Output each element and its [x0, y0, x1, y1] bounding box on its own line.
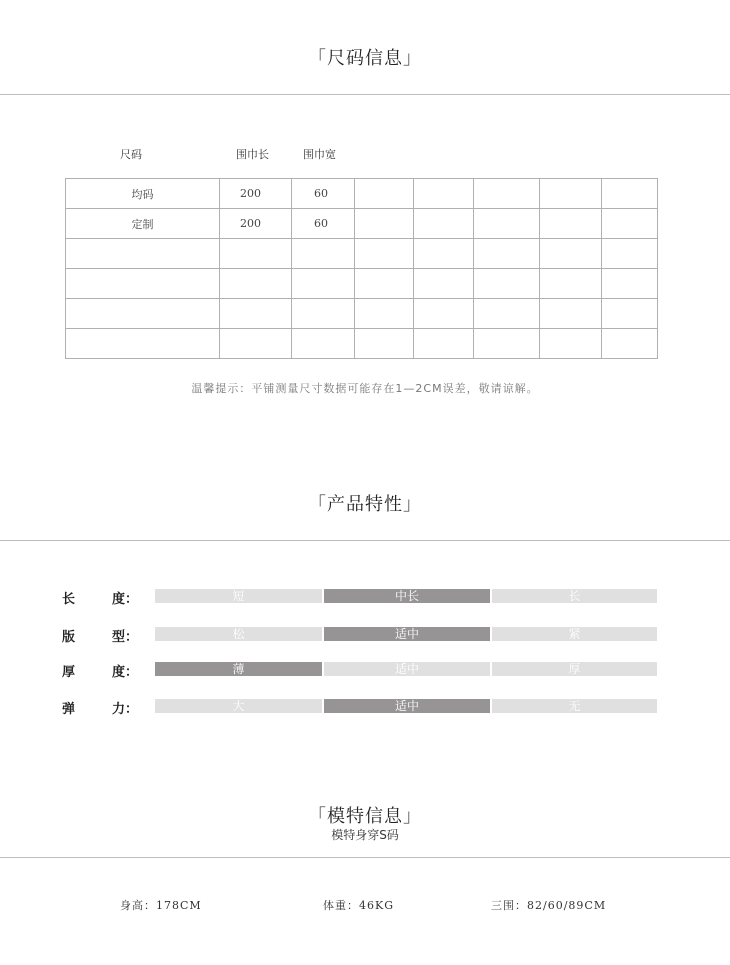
table-cell	[414, 179, 474, 209]
feature-option: 薄	[155, 662, 322, 676]
table-cell	[474, 299, 540, 329]
table-cell	[292, 299, 355, 329]
table-row	[66, 269, 658, 299]
table-cell	[602, 269, 658, 299]
model-section-title: 「模特信息」	[308, 806, 422, 827]
table-cell	[66, 239, 220, 269]
table-row	[66, 329, 658, 359]
feature-label-char: 弹	[62, 702, 76, 717]
table-cell	[602, 179, 658, 209]
table-cell	[414, 329, 474, 359]
feature-label-suffix: 型：	[112, 630, 139, 645]
table-cell: 200	[220, 209, 292, 239]
table-cell	[355, 269, 414, 299]
table-cell	[474, 239, 540, 269]
table-cell: 定制	[66, 209, 220, 239]
table-cell	[220, 239, 292, 269]
table-cell: 60	[292, 179, 355, 209]
table-cell: 60	[292, 209, 355, 239]
feature-option: 大	[155, 699, 322, 713]
model-height: 身高：178CM	[120, 899, 202, 912]
table-cell	[355, 329, 414, 359]
table-row	[66, 299, 658, 329]
table-cell: 均码	[66, 179, 220, 209]
table-cell	[355, 299, 414, 329]
table-cell	[355, 239, 414, 269]
size-table	[65, 178, 658, 359]
feature-option: 无	[492, 699, 657, 713]
col-header-length: 围巾长	[236, 148, 269, 161]
divider	[0, 540, 730, 541]
feature-label-suffix: 度：	[112, 665, 139, 680]
feature-option: 厚	[492, 662, 657, 676]
table-cell	[602, 209, 658, 239]
feature-label-char: 厚	[62, 665, 76, 680]
table-cell	[414, 299, 474, 329]
table-cell	[414, 269, 474, 299]
table-cell	[292, 239, 355, 269]
table-cell	[602, 239, 658, 269]
table-cell	[66, 299, 220, 329]
table-cell: 200	[220, 179, 292, 209]
table-cell	[292, 329, 355, 359]
table-row	[66, 209, 658, 239]
table-cell	[414, 239, 474, 269]
feature-label-suffix: 度：	[112, 592, 139, 607]
table-cell	[66, 329, 220, 359]
table-cell	[474, 269, 540, 299]
feature-option: 短	[155, 589, 322, 603]
feature-label-char: 长	[62, 592, 76, 607]
table-row	[66, 179, 658, 209]
size-section-title: 「尺码信息」	[308, 48, 422, 69]
feature-option: 中长	[324, 589, 490, 603]
feature-option: 紧	[492, 627, 657, 641]
table-cell	[540, 299, 602, 329]
feature-label-char: 版	[62, 630, 76, 645]
table-cell	[474, 209, 540, 239]
model-measurements: 三围：82/60/89CM	[491, 899, 607, 912]
table-cell	[602, 299, 658, 329]
table-cell	[292, 269, 355, 299]
table-cell	[414, 209, 474, 239]
feature-option: 适中	[324, 627, 490, 641]
divider	[0, 94, 730, 95]
table-cell	[474, 179, 540, 209]
table-cell	[220, 329, 292, 359]
size-tip: 温馨提示：平铺测量尺寸数据可能存在1—2CM误差，敬请谅解。	[191, 382, 539, 395]
table-cell	[540, 269, 602, 299]
feature-label-suffix: 力：	[112, 702, 139, 717]
feature-option: 长	[492, 589, 657, 603]
table-cell	[474, 329, 540, 359]
col-header-size: 尺码	[120, 148, 142, 161]
feature-option: 适中	[324, 662, 490, 676]
table-cell	[540, 209, 602, 239]
table-cell	[66, 269, 220, 299]
table-cell	[220, 269, 292, 299]
model-weight: 体重：46KG	[323, 899, 395, 912]
col-header-width: 围巾宽	[303, 148, 336, 161]
model-subtitle: 模特身穿S码	[331, 828, 399, 842]
feature-option: 松	[155, 627, 322, 641]
table-cell	[540, 239, 602, 269]
table-cell	[220, 299, 292, 329]
table-cell	[602, 329, 658, 359]
features-section-title: 「产品特性」	[308, 494, 422, 515]
table-cell	[540, 179, 602, 209]
feature-option: 适中	[324, 699, 490, 713]
table-row	[66, 239, 658, 269]
table-cell	[355, 179, 414, 209]
table-cell	[355, 209, 414, 239]
divider	[0, 857, 730, 858]
table-cell	[540, 329, 602, 359]
